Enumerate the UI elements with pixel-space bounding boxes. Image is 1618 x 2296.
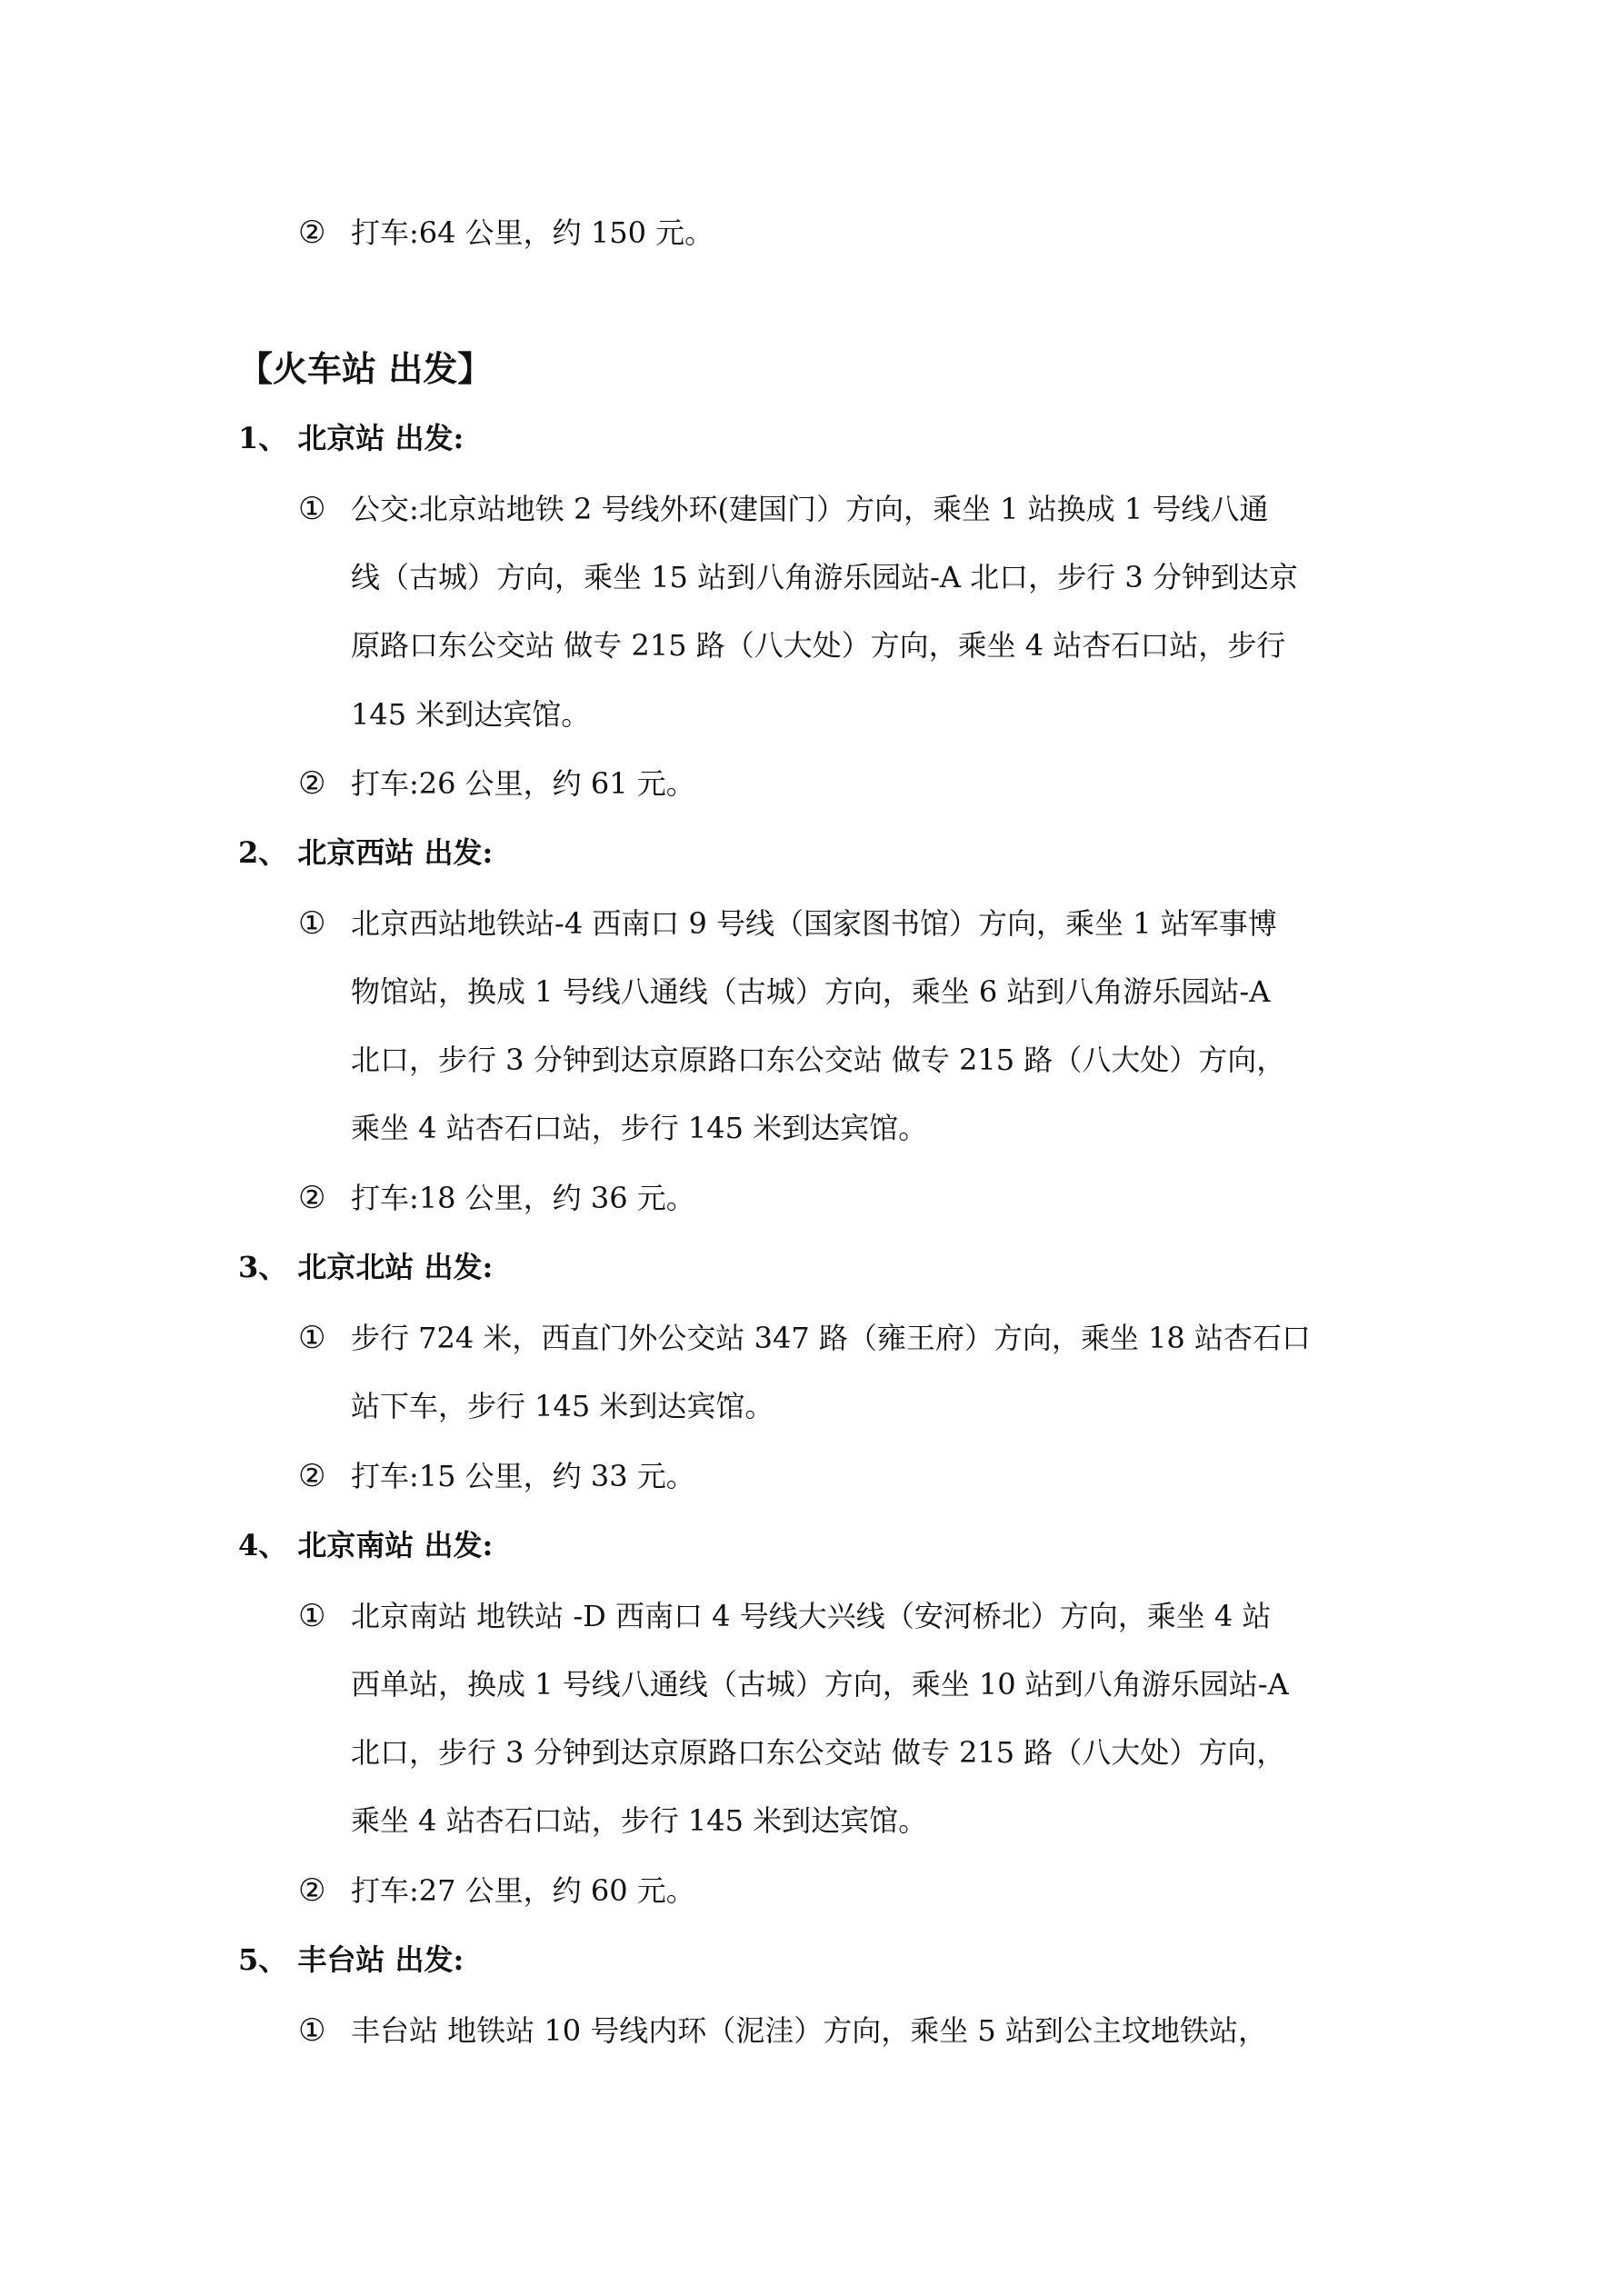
body-line: 打车:27 公里，约 60 元。: [351, 1873, 695, 1908]
list-marker: ①: [298, 1598, 326, 1634]
body-line: 北京西站地铁站-4 西南口 9 号线（国家图书馆）方向，乘坐 1 站军事博: [351, 906, 1277, 941]
list-marker: ②: [298, 1458, 326, 1494]
body-line: 乘坐 4 站杏石口站，步行 145 米到达宾馆。: [351, 1803, 928, 1838]
taxi-line: 打车:64 公里，约 150 元。: [351, 215, 714, 250]
body-line: 打车:18 公里，约 36 元。: [351, 1181, 695, 1215]
body-line: 打车:15 公里，约 33 元。: [351, 1459, 695, 1493]
group-title: 2、 北京西站 出发:: [238, 835, 494, 870]
list-marker: ②: [298, 1872, 326, 1909]
group-title: 3、 北京北站 出发:: [238, 1250, 494, 1284]
body-line: 145 米到达宾馆。: [351, 697, 591, 732]
list-marker: ①: [298, 2012, 326, 2049]
body-line: 物馆站，换成 1 号线八通线（古城）方向，乘坐 6 站到八角游乐园站-A: [351, 974, 1271, 1009]
body-line: 步行 724 米，西直门外公交站 347 路（雍王府）方向，乘坐 18 站杏石口: [351, 1321, 1311, 1355]
body-line: 西单站，换成 1 号线八通线（古城）方向，乘坐 10 站到八角游乐园站-A: [351, 1667, 1289, 1702]
list-marker: ①: [298, 905, 326, 942]
list-marker: ②: [298, 215, 326, 251]
body-line: 北口，步行 3 分钟到达京原路口东公交站 做专 215 路（八大处）方向，: [351, 1043, 1286, 1077]
group-title: 5、 丰台站 出发:: [238, 1942, 464, 1977]
body-line: 丰台站 地铁站 10 号线内环（泥洼）方向，乘坐 5 站到公主坟地铁站，: [351, 2013, 1267, 2048]
body-line: 北京南站 地铁站 -D 西南口 4 号线大兴线（安河桥北）方向，乘坐 4 站: [351, 1599, 1272, 1633]
group-title: 4、 北京南站 出发:: [238, 1528, 494, 1562]
body-line: 线（古城）方向，乘坐 15 站到八角游乐园站-A 北口，步行 3 分钟到达京: [351, 560, 1298, 594]
list-marker: ①: [298, 1320, 326, 1356]
body-line: 公交:北京站地铁 2 号线外环(建国门）方向，乘坐 1 站换成 1 号线八通: [351, 492, 1269, 526]
body-line: 原路口东公交站 做专 215 路（八大处）方向，乘坐 4 站杏石口站，步行: [351, 628, 1286, 663]
body-line: 站下车，步行 145 米到达宾馆。: [351, 1389, 774, 1423]
body-line: 北口，步行 3 分钟到达京原路口东公交站 做专 215 路（八大处）方向，: [351, 1735, 1286, 1770]
list-marker: ①: [298, 491, 326, 527]
body-line: 乘坐 4 站杏石口站，步行 145 米到达宾馆。: [351, 1111, 928, 1145]
section-title: 【火车站 出发】: [238, 348, 493, 389]
list-marker: ②: [298, 1180, 326, 1216]
body-line: 打车:26 公里，约 61 元。: [351, 766, 695, 801]
group-title: 1、 北京站 出发:: [238, 421, 464, 455]
list-marker: ②: [298, 765, 326, 802]
